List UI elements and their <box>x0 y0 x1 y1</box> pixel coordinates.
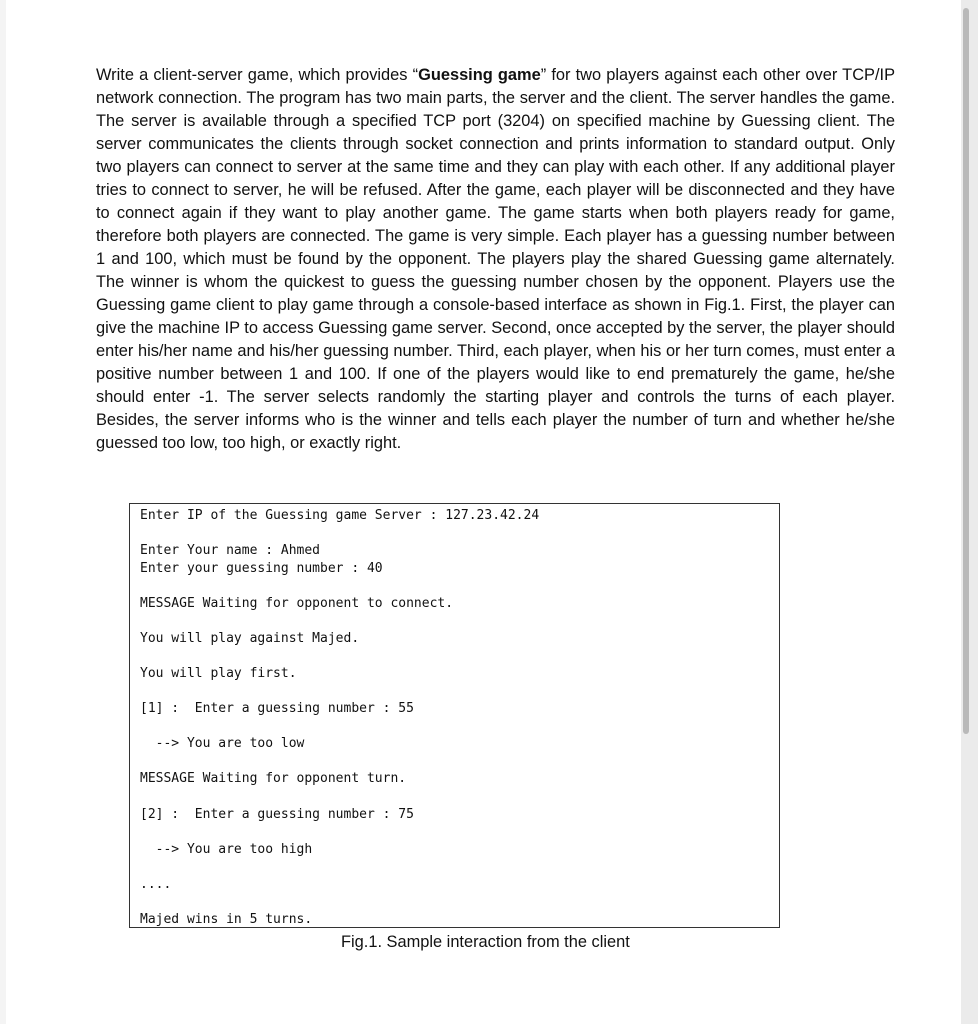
figure-caption: Fig.1. Sample interaction from the client <box>341 933 630 951</box>
console-line: MESSAGE Waiting for opponent turn. <box>140 771 407 786</box>
console-line: Majed wins in 5 turns. <box>140 912 313 927</box>
console-line: [2] : Enter a guessing number : 75 <box>140 807 414 822</box>
console-line: Enter your guessing number : 40 <box>140 561 383 576</box>
console-line: .... <box>140 877 172 892</box>
console-line: Enter Your name : Ahmed <box>140 543 321 558</box>
console-line: --> You are too low <box>140 736 305 751</box>
paragraph-text-rest: ” for two players against each other over TCP/IP network connection. The program has two main parts, the server and the client. The server handles the game. The server is available through a specified TCP port (3204) on specified machine by Guessing client. The server communicates the clients through socket connection and prints information to standard output. Only two players can connect to server at the same time and they can play with each other. If any additional player tries to connect to server, he will be refused. After the game, each player will be disconnected and they have to connect again if they want to play another game. The game starts when both players ready for game, therefore both players are connected. The game is very simple. Each player has a guessing number between 1 and 100, which must be found by the opponent. The players play the shared Guessing game alternately. The winner is whom the quickest to guess the guessing number chosen by the opponent. Players use the Guessing game client to play game through a console-based interface as shown in Fig.1. First, the player can give the machine IP to access Guessing game server. Second, once accepted by the server, the player should enter his/her name and his/her guessing number. Third, each player, when his or her turn comes, must enter a positive number between 1 and 100. If one of the players would like to end prematurely the game, he/she should enter -1. The server selects randomly the starting player and controls the turns of each player. Besides, the server informs who is the winner and tells each player the number of turn and whether he/she guessed too low, too high, or exactly right. <box>96 66 896 452</box>
assignment-paragraph <box>96 64 895 455</box>
game-name-bold: Guessing game <box>418 66 541 84</box>
console-line: Enter IP of the Guessing game Server : 127.23.42.24 <box>140 508 540 523</box>
console-line: You will play first. <box>140 666 297 681</box>
scrollbar-thumb[interactable] <box>963 8 969 734</box>
console-sample-box <box>129 503 780 928</box>
console-line: MESSAGE Waiting for opponent to connect. <box>140 596 454 611</box>
console-line: --> You are too high <box>140 842 313 857</box>
paragraph-text-start: Write a client-server game, which provides “ <box>96 66 419 84</box>
console-line: You will play against Majed. <box>140 631 360 646</box>
console-line: [1] : Enter a guessing number : 55 <box>140 701 414 716</box>
